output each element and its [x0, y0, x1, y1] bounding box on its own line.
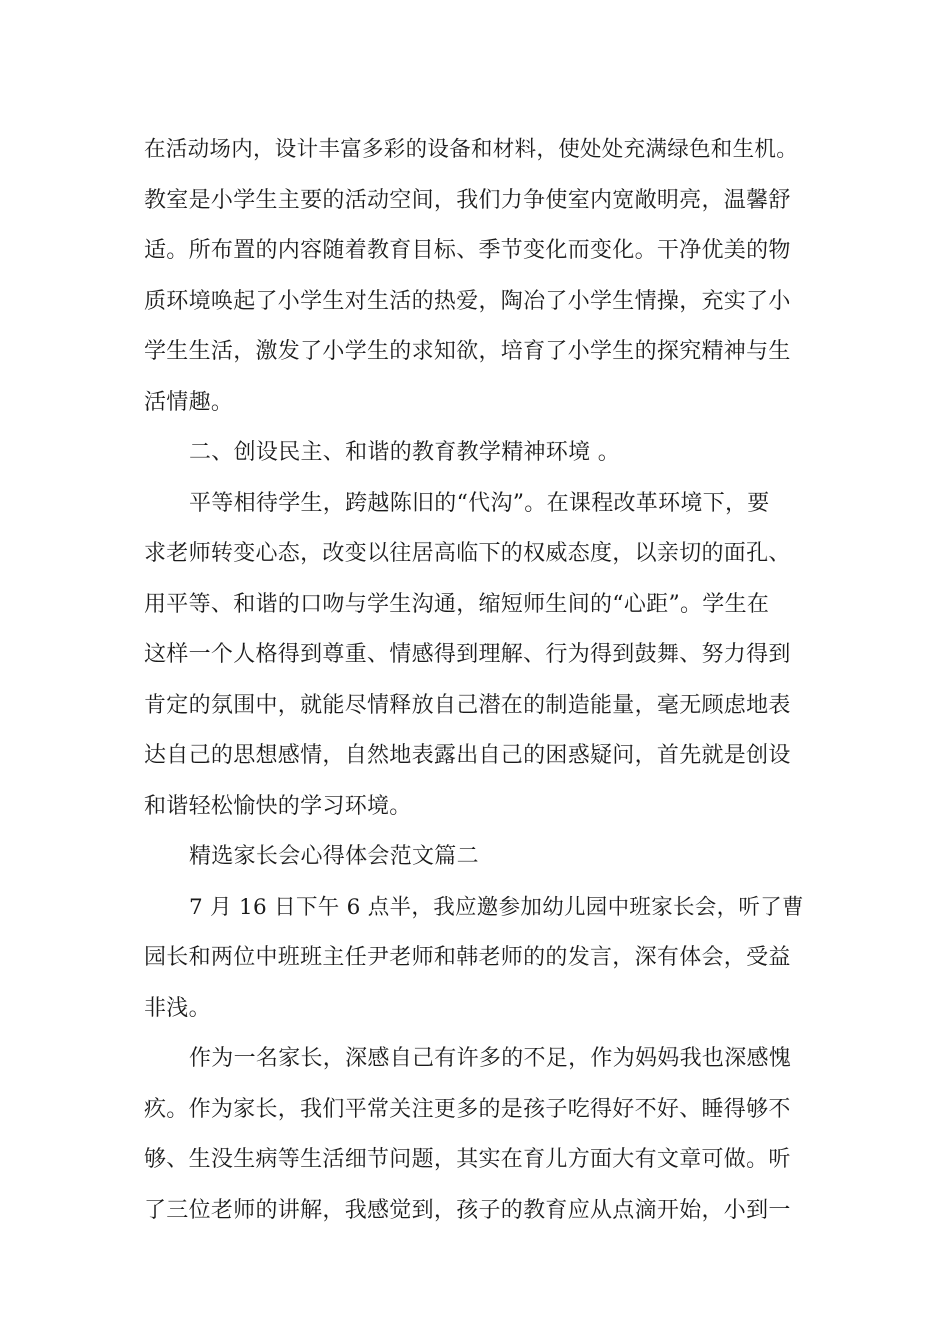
text-line: 适。所布置的内容随着教育目标、季节变化而变化。干净优美的物 — [144, 238, 791, 263]
text-line: 达自己的思想感情，自然地表露出自己的困惑疑问，首先就是创设 — [144, 743, 791, 768]
text-line: 用平等、和谐的口吻与学生沟通，缩短师生间的“心距”。学生在 — [144, 591, 770, 617]
text-line: 平等相待学生，跨越陈旧的“代沟”。在课程改革环境下，要 — [189, 490, 770, 516]
text-line: 作为一名家长，深感自己有许多的不足，作为妈妈我也深感愧 — [189, 1046, 792, 1071]
document-body — [144, 130, 812, 1241]
text-line: 肯定的氛围中，就能尽情释放自己潜在的制造能量，毫无顾虑地表 — [144, 692, 791, 718]
text-line: 教室是小学生主要的活动空间，我们力争使室内宽敞明亮，温馨舒 — [144, 187, 791, 213]
text-line: 非浅。 — [144, 995, 211, 1021]
text-line: 了三位老师的讲解，我感觉到，孩子的教育应从点滴开始，小到一 — [144, 1197, 791, 1223]
text-line: 够、生没生病等生活细节问题，其实在育儿方面大有文章可做。听 — [144, 1147, 791, 1172]
text-line: 园长和两位中班班主任尹老师和韩老师的的发言，深有体会，受益 — [144, 945, 791, 970]
text-line: 精选家长会心得体会范文篇二 — [189, 844, 479, 869]
text-line: 二、创设民主、和谐的教育教学精神环境 。 — [189, 440, 620, 465]
text-line: 质环境唤起了小学生对生活的热爱，陶冶了小学生情操，充实了小 — [144, 288, 791, 314]
text-line: 疚。作为家长，我们平常关注更多的是孩子吃得好不好、睡得够不 — [144, 1096, 791, 1122]
text-line: 这样一个人格得到尊重、情感得到理解、行为得到鼓舞、努力得到 — [144, 642, 791, 667]
text-line: 和谐轻松愉快的学习环境。 — [144, 793, 412, 819]
text-line: 活情趣。 — [144, 389, 234, 415]
text-line: 学生生活，激发了小学生的求知欲，培育了小学生的探究精神与生 — [144, 339, 791, 364]
text-line: 7 月 16 日下午 6 点半，我应邀参加幼儿园中班家长会，听了曹 — [189, 894, 804, 920]
text-line: 求老师转变心态，改变以往居高临下的权威态度，以亲切的面孔、 — [144, 541, 791, 566]
text-line: 在活动场内，设计丰富多彩的设备和材料，使处处充满绿色和生机。 — [144, 137, 799, 162]
